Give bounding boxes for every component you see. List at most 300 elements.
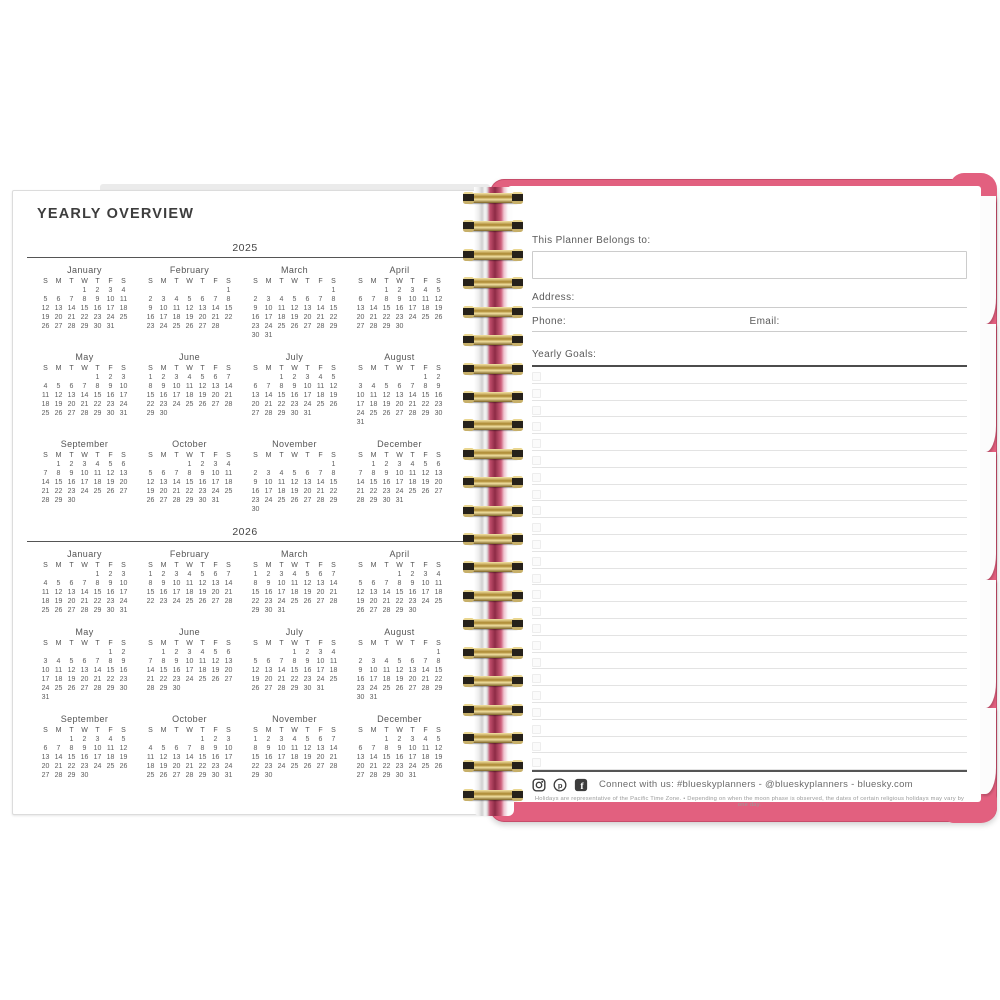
goal-checkbox (532, 641, 541, 650)
weekday-header: F (213, 365, 218, 372)
month-grid (354, 561, 445, 615)
day-number: 29 (434, 685, 443, 692)
day-number: 13 (198, 305, 207, 312)
day-number: 16 (93, 305, 102, 312)
day-number: 21 (146, 676, 155, 683)
weekday-header: W (186, 365, 193, 372)
year-sections (27, 242, 471, 780)
day-number: 12 (211, 658, 220, 665)
day-number: 20 (80, 676, 89, 683)
day-number: 19 (434, 305, 443, 312)
day-number: 10 (159, 305, 168, 312)
day-number: 28 (316, 323, 325, 330)
day-number: 30 (434, 410, 443, 417)
day-number: 5 (331, 374, 336, 381)
day-number: 14 (172, 479, 181, 486)
day-number: 27 (434, 488, 443, 495)
month-calendar (144, 352, 235, 427)
day-number: 26 (146, 497, 155, 504)
day-number: 9 (213, 745, 218, 752)
day-number: 20 (408, 676, 417, 683)
month-name: September (60, 714, 109, 724)
day-number: 27 (408, 685, 417, 692)
day-number: 28 (146, 685, 155, 692)
day-number: 16 (251, 314, 260, 321)
day-number: 10 (211, 470, 220, 477)
day-number: 15 (106, 667, 115, 674)
day-number: 19 (159, 763, 168, 770)
weekday-header: M (160, 640, 167, 647)
day-number: 16 (303, 667, 312, 674)
month-grid (249, 726, 340, 780)
month-calendar (354, 265, 445, 340)
day-number: 15 (382, 754, 391, 761)
day-number: 4 (384, 658, 389, 665)
day-number: 6 (371, 580, 376, 587)
day-number: 4 (43, 580, 48, 587)
day-number: 17 (185, 667, 194, 674)
year-divider (27, 541, 463, 542)
day-number: 22 (251, 598, 260, 605)
day-number: 15 (277, 392, 286, 399)
connect-text: Connect with us: #blueskyplanners - @blueskyplanners - bluesky.com (599, 779, 913, 791)
day-number: 22 (159, 676, 168, 683)
weekday-header: W (396, 727, 403, 734)
day-number: 12 (159, 754, 168, 761)
day-number: 11 (146, 754, 155, 761)
day-number: 1 (292, 649, 297, 656)
month-name: May (75, 627, 94, 637)
day-number: 8 (148, 383, 153, 390)
weekday-header: W (186, 278, 193, 285)
day-number: 6 (358, 296, 363, 303)
weekday-header: M (265, 452, 272, 459)
day-number: 26 (382, 410, 391, 417)
weekday-header: T (279, 278, 284, 285)
day-number: 25 (408, 488, 417, 495)
day-number: 7 (423, 658, 428, 665)
weekday-header: F (318, 727, 323, 734)
day-number: 21 (67, 314, 76, 321)
day-number: 16 (159, 392, 168, 399)
binding-coil (465, 705, 521, 715)
day-number: 28 (329, 598, 338, 605)
day-number: 6 (226, 649, 231, 656)
month-calendar (354, 714, 445, 780)
day-number: 18 (146, 763, 155, 770)
day-number: 7 (174, 470, 179, 477)
goal-line (532, 569, 967, 586)
month-calendar (39, 352, 130, 427)
day-number: 5 (423, 461, 428, 468)
day-number: 6 (318, 571, 323, 578)
day-number: 3 (266, 296, 271, 303)
weekday-header: S (226, 365, 231, 372)
months-grid (39, 265, 445, 514)
day-number: 7 (226, 571, 231, 578)
day-number: 13 (211, 580, 220, 587)
day-number: 2 (174, 649, 179, 656)
day-number: 7 (82, 383, 87, 390)
month-calendar (39, 549, 130, 615)
day-number: 23 (67, 488, 76, 495)
weekday-header: M (370, 562, 377, 569)
phone-email-field (532, 308, 967, 332)
day-number: 30 (264, 772, 273, 779)
day-number: 3 (187, 649, 192, 656)
day-number: 20 (224, 667, 233, 674)
day-number: 9 (266, 580, 271, 587)
day-number: 28 (421, 685, 430, 692)
weekday-header: T (279, 452, 284, 459)
spiral-binding (461, 193, 525, 800)
day-number: 14 (146, 667, 155, 674)
day-number: 17 (277, 754, 286, 761)
day-number: 4 (108, 736, 113, 743)
day-number: 17 (408, 754, 417, 761)
weekday-header: W (81, 278, 88, 285)
day-number: 21 (93, 676, 102, 683)
day-number: 8 (82, 296, 87, 303)
day-number: 16 (264, 754, 273, 761)
day-number: 5 (305, 736, 310, 743)
day-number: 7 (279, 658, 284, 665)
day-number: 25 (185, 401, 194, 408)
day-number: 11 (224, 470, 233, 477)
day-number: 22 (54, 488, 63, 495)
day-number: 4 (121, 287, 126, 294)
day-number: 1 (226, 287, 231, 294)
day-number: 24 (264, 323, 273, 330)
day-number: 17 (172, 392, 181, 399)
weekday-header: F (423, 452, 428, 459)
day-number: 22 (421, 401, 430, 408)
day-number: 25 (421, 763, 430, 770)
day-number: 20 (172, 763, 181, 770)
day-number: 21 (382, 598, 391, 605)
weekday-header: F (423, 562, 428, 569)
day-number: 23 (264, 598, 273, 605)
day-number: 11 (421, 296, 430, 303)
day-number: 3 (43, 658, 48, 665)
day-number: 8 (331, 296, 336, 303)
day-number: 4 (174, 296, 179, 303)
weekday-header: W (396, 365, 403, 372)
weekday-header: T (174, 562, 179, 569)
day-number: 22 (80, 314, 89, 321)
month-grid (249, 451, 340, 514)
day-number: 19 (290, 488, 299, 495)
day-number: 13 (395, 392, 404, 399)
weekday-header: M (265, 278, 272, 285)
day-number: 14 (93, 667, 102, 674)
month-grid (144, 364, 235, 418)
day-number: 30 (251, 332, 260, 339)
weekday-header: T (305, 640, 310, 647)
goal-checkbox (532, 590, 541, 599)
day-number: 25 (434, 598, 443, 605)
month-grid (39, 561, 130, 615)
weekday-header: W (291, 727, 298, 734)
day-number: 9 (148, 305, 153, 312)
day-number: 11 (382, 667, 391, 674)
day-number: 13 (80, 667, 89, 674)
weekday-header: S (436, 727, 441, 734)
day-number: 22 (382, 763, 391, 770)
month-calendar (144, 627, 235, 702)
day-number: 2 (213, 736, 218, 743)
day-number: 14 (369, 305, 378, 312)
weekday-header: T (174, 452, 179, 459)
weekday-header: S (253, 562, 258, 569)
day-number: 23 (119, 676, 128, 683)
day-number: 9 (200, 470, 205, 477)
day-number: 17 (277, 589, 286, 596)
day-number: 5 (384, 383, 389, 390)
weekday-header: T (95, 365, 100, 372)
day-number: 9 (436, 383, 441, 390)
day-number: 15 (159, 667, 168, 674)
day-number: 7 (410, 383, 415, 390)
day-number: 16 (290, 392, 299, 399)
weekday-header: S (43, 727, 48, 734)
day-number: 15 (329, 305, 338, 312)
day-number: 19 (54, 598, 63, 605)
day-number: 20 (67, 598, 76, 605)
goal-line (532, 720, 967, 737)
day-number: 19 (356, 598, 365, 605)
day-number: 20 (119, 479, 128, 486)
weekday-header: F (423, 640, 428, 647)
day-number: 1 (279, 374, 284, 381)
day-number: 10 (264, 479, 273, 486)
day-number: 11 (54, 667, 63, 674)
day-number: 27 (54, 323, 63, 330)
year-section (27, 242, 471, 514)
page-edge-curl (981, 452, 996, 580)
weekday-header: S (226, 727, 231, 734)
goal-line (532, 384, 967, 401)
day-number: 23 (251, 323, 260, 330)
day-number: 24 (185, 676, 194, 683)
day-number: 24 (421, 598, 430, 605)
weekday-header: S (253, 640, 258, 647)
day-number: 10 (408, 745, 417, 752)
day-number: 29 (382, 772, 391, 779)
day-number: 5 (161, 745, 166, 752)
day-number: 29 (421, 410, 430, 417)
month-grid (144, 639, 235, 693)
day-number: 23 (172, 676, 181, 683)
day-number: 6 (397, 383, 402, 390)
month-calendar (354, 627, 445, 702)
day-number: 3 (397, 461, 402, 468)
day-number: 5 (43, 296, 48, 303)
weekday-header: M (160, 452, 167, 459)
day-number: 12 (290, 479, 299, 486)
day-number: 30 (290, 410, 299, 417)
month-grid (144, 561, 235, 606)
day-number: 1 (384, 287, 389, 294)
weekday-header: S (121, 452, 126, 459)
weekday-header: S (43, 562, 48, 569)
day-number: 5 (213, 649, 218, 656)
weekday-header: M (265, 365, 272, 372)
day-number: 5 (292, 296, 297, 303)
day-number: 26 (290, 323, 299, 330)
day-number: 23 (434, 401, 443, 408)
day-number: 8 (56, 470, 61, 477)
weekday-header: T (384, 452, 389, 459)
day-number: 25 (277, 497, 286, 504)
day-number: 6 (305, 470, 310, 477)
day-number: 7 (371, 745, 376, 752)
goal-checkbox (532, 406, 541, 415)
goal-checkbox (532, 708, 541, 717)
weekday-header: T (69, 452, 74, 459)
day-number: 1 (108, 649, 113, 656)
day-number: 2 (266, 571, 271, 578)
day-number: 10 (119, 580, 128, 587)
month-name: March (280, 549, 308, 559)
goal-checkbox (532, 674, 541, 683)
day-number: 29 (198, 772, 207, 779)
day-number: 10 (41, 667, 50, 674)
month-name: September (60, 439, 109, 449)
day-number: 22 (146, 598, 155, 605)
goal-line (532, 669, 967, 686)
day-number: 20 (198, 314, 207, 321)
day-number: 15 (146, 589, 155, 596)
day-number: 5 (108, 461, 113, 468)
weekday-header: T (305, 365, 310, 372)
day-number: 13 (159, 479, 168, 486)
day-number: 28 (369, 772, 378, 779)
day-number: 5 (200, 571, 205, 578)
day-number: 27 (67, 607, 76, 614)
weekday-header: T (69, 562, 74, 569)
weekday-header: T (95, 278, 100, 285)
day-number: 18 (41, 598, 50, 605)
day-number: 10 (303, 383, 312, 390)
day-number: 10 (408, 296, 417, 303)
day-number: 3 (174, 374, 179, 381)
day-number: 23 (106, 401, 115, 408)
day-number: 16 (172, 667, 181, 674)
day-number: 26 (434, 763, 443, 770)
day-number: 28 (93, 685, 102, 692)
weekday-header: F (108, 278, 113, 285)
day-number: 28 (172, 497, 181, 504)
goal-checkbox (532, 540, 541, 549)
day-number: 22 (382, 314, 391, 321)
day-number: 13 (316, 580, 325, 587)
month-name: July (285, 352, 304, 362)
day-number: 4 (226, 461, 231, 468)
weekday-header: W (291, 640, 298, 647)
day-number: 7 (331, 571, 336, 578)
weekday-header: M (370, 365, 377, 372)
day-number: 10 (356, 392, 365, 399)
month-calendar (39, 439, 130, 514)
day-number: 27 (41, 772, 50, 779)
day-number: 27 (316, 598, 325, 605)
day-number: 4 (148, 745, 153, 752)
day-number: 3 (423, 571, 428, 578)
weekday-header: F (108, 727, 113, 734)
day-number: 14 (185, 754, 194, 761)
day-number: 14 (329, 580, 338, 587)
goal-line (532, 468, 967, 485)
weekday-header: W (291, 452, 298, 459)
weekday-header: S (331, 365, 336, 372)
day-number: 5 (305, 571, 310, 578)
day-number: 27 (303, 497, 312, 504)
day-number: 16 (67, 479, 76, 486)
day-number: 4 (436, 571, 441, 578)
day-number: 18 (290, 754, 299, 761)
day-number: 13 (211, 383, 220, 390)
day-number: 24 (172, 401, 181, 408)
day-number: 6 (56, 296, 61, 303)
day-number: 13 (408, 667, 417, 674)
weekday-header: W (81, 452, 88, 459)
day-number: 7 (95, 658, 100, 665)
year-label: 2025 (232, 242, 258, 254)
day-number: 12 (54, 589, 63, 596)
day-number: 30 (93, 323, 102, 330)
weekday-header: M (370, 452, 377, 459)
day-number: 8 (331, 470, 336, 477)
day-number: 19 (54, 401, 63, 408)
weekday-header: S (331, 452, 336, 459)
day-number: 11 (408, 470, 417, 477)
day-number: 9 (121, 658, 126, 665)
day-number: 25 (41, 410, 50, 417)
day-number: 2 (397, 287, 402, 294)
day-number: 14 (277, 667, 286, 674)
day-number: 10 (172, 383, 181, 390)
day-number: 16 (159, 589, 168, 596)
goal-checkbox (532, 725, 541, 734)
day-number: 19 (329, 392, 338, 399)
month-calendar (249, 549, 340, 615)
day-number: 8 (279, 383, 284, 390)
weekday-header: T (69, 727, 74, 734)
day-number: 26 (434, 314, 443, 321)
goal-checkbox (532, 506, 541, 515)
binding-coil (465, 193, 521, 203)
goal-line (532, 619, 967, 636)
month-grid (39, 451, 130, 505)
day-number: 3 (371, 658, 376, 665)
weekday-header: F (108, 562, 113, 569)
day-number: 12 (382, 392, 391, 399)
day-number: 21 (329, 754, 338, 761)
day-number: 21 (172, 488, 181, 495)
day-number: 18 (434, 589, 443, 596)
day-number: 9 (161, 580, 166, 587)
day-number: 11 (290, 580, 299, 587)
day-number: 30 (303, 685, 312, 692)
month-name: April (389, 549, 410, 559)
day-number: 31 (369, 694, 378, 701)
day-number: 31 (356, 419, 365, 426)
day-number: 1 (331, 287, 336, 294)
day-number: 6 (305, 296, 310, 303)
weekday-header: F (108, 365, 113, 372)
day-number: 17 (264, 488, 273, 495)
